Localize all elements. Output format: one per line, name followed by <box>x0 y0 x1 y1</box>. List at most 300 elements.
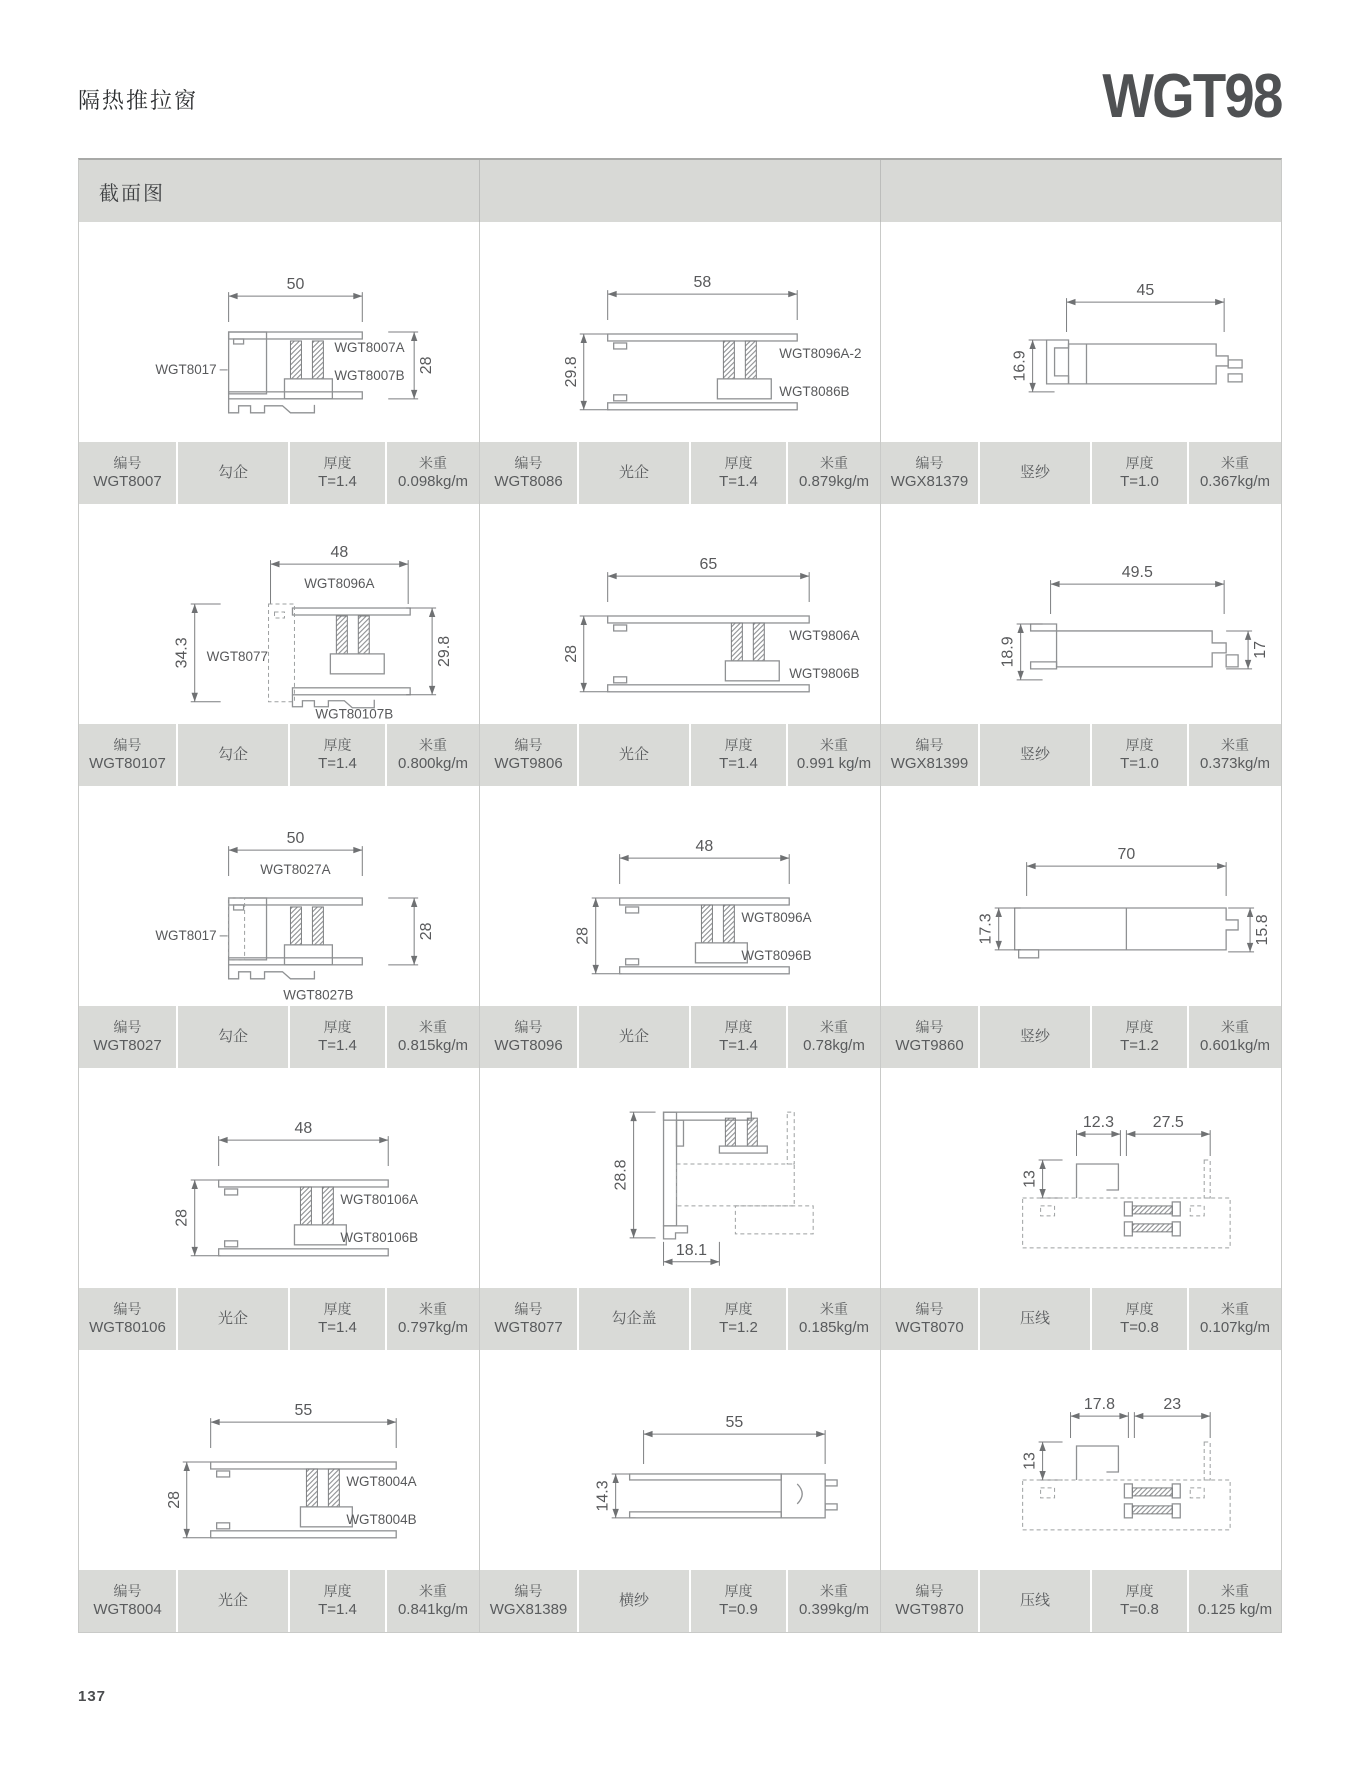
profile-shape <box>294 1225 346 1245</box>
spec-row <box>79 442 1281 504</box>
dim-arrow <box>192 693 198 702</box>
spec-group <box>881 442 1281 504</box>
spec-code-cell <box>480 1288 577 1350</box>
spec-code-cell <box>79 1570 176 1632</box>
spec-code-value: WGT8070 <box>895 1319 964 1337</box>
dim-text: 27.5 <box>1152 1114 1184 1132</box>
profile-svg <box>79 504 479 724</box>
section-table <box>78 158 1282 1633</box>
spec-weight-label: 米重 <box>1221 1019 1249 1036</box>
dimension-line <box>1134 1412 1210 1438</box>
profile-shape-dashed <box>229 898 245 960</box>
spec-type-cell <box>980 442 1090 504</box>
profile-shape <box>620 967 790 974</box>
dim-text: 45 <box>1136 282 1155 300</box>
spec-weight-cell <box>1189 1570 1281 1632</box>
dim-text: 34.3 <box>173 637 191 669</box>
drawing-row <box>79 222 1281 442</box>
profile-shape <box>620 898 790 905</box>
spec-weight-label: 米重 <box>419 1301 447 1318</box>
thermal-break-hatch <box>1132 1224 1172 1232</box>
dim-text: 14.3 <box>594 1480 612 1512</box>
spec-weight-cell <box>387 1288 479 1350</box>
spec-weight-value: 0.185kg/m <box>798 1319 870 1337</box>
spec-weight-label: 米重 <box>419 737 447 754</box>
profile-shape <box>225 1241 238 1247</box>
spec-thickness-value: T=0.8 <box>1120 1601 1159 1619</box>
spec-thickness-label: 厚度 <box>323 1583 352 1600</box>
profile-drawing-cell <box>480 1068 881 1288</box>
dim-text: 50 <box>286 276 305 294</box>
profile-svg <box>480 786 880 1006</box>
profile-shape <box>614 625 627 631</box>
thermal-break-hatch <box>747 1118 757 1146</box>
spec-code-cell <box>480 1006 577 1068</box>
profile-shape <box>1124 1504 1132 1518</box>
section-title: 截面图 <box>99 182 165 205</box>
spec-type-value: 压线 <box>1019 1310 1050 1328</box>
part-label: WGT8017 <box>155 927 217 943</box>
spec-code-value: WGT8007 <box>93 473 162 491</box>
profile-shape <box>1057 631 1227 667</box>
spec-thickness-label: 厚度 <box>724 1583 753 1600</box>
spec-type-value: 光企 <box>618 746 649 764</box>
profile-shape <box>229 332 267 394</box>
dim-arrow <box>1201 1413 1210 1419</box>
dim-arrow <box>612 1474 618 1483</box>
spec-weight-cell <box>387 724 479 786</box>
dim-arrow <box>1247 908 1253 917</box>
profile-shape <box>630 1512 782 1518</box>
dim-arrow <box>1017 624 1023 633</box>
spec-code-cell <box>480 442 577 504</box>
table-header-cell <box>79 160 480 222</box>
spec-thickness-value: T=1.4 <box>719 473 758 491</box>
drawing-row <box>79 786 1281 1006</box>
dimension-line <box>580 616 610 692</box>
spec-code-label: 编号 <box>113 455 142 472</box>
profile-shape <box>1047 340 1069 384</box>
dim-arrow <box>780 855 789 861</box>
dimension-line <box>644 1430 826 1464</box>
profile-svg <box>480 1068 880 1288</box>
spec-code-value: WGX81389 <box>489 1601 568 1619</box>
profile-shape <box>229 898 363 905</box>
dim-text: 70 <box>1117 846 1136 864</box>
spec-weight-value: 0.800kg/m <box>397 755 469 773</box>
spec-weight-label: 米重 <box>820 1301 848 1318</box>
spec-row <box>79 724 1281 786</box>
dim-arrow <box>192 604 198 613</box>
thermal-break-hatch <box>290 341 301 379</box>
spec-type-cell <box>579 724 689 786</box>
part-label: WGT8004A <box>346 1473 417 1489</box>
spec-type-cell <box>178 1288 288 1350</box>
profile-shape <box>825 1480 837 1486</box>
spec-group <box>881 1006 1281 1068</box>
dim-arrow <box>271 561 280 567</box>
spec-thickness-cell <box>1092 442 1187 504</box>
spec-weight-value: 0.841kg/m <box>397 1601 469 1619</box>
spec-thickness-label: 厚度 <box>724 455 753 472</box>
spec-code-label: 编号 <box>915 455 944 472</box>
spec-row <box>79 1006 1281 1068</box>
spec-group <box>480 442 881 504</box>
profile-shape <box>1124 1484 1132 1498</box>
profile-svg <box>79 786 479 1006</box>
dim-text: 28 <box>574 927 592 945</box>
spec-thickness-cell <box>290 1570 385 1632</box>
spec-weight-cell <box>788 724 880 786</box>
dim-arrow <box>1029 340 1035 349</box>
spec-type-cell <box>980 1570 1090 1632</box>
spec-weight-cell <box>1189 1006 1281 1068</box>
spec-weight-cell <box>788 1288 880 1350</box>
profile-shape <box>292 608 410 615</box>
spec-code-label: 编号 <box>915 737 944 754</box>
dimension-line <box>191 1180 221 1256</box>
spec-code-value: WGT80106 <box>89 1319 166 1337</box>
dim-arrow <box>1245 660 1251 669</box>
spec-thickness-label: 厚度 <box>323 1019 352 1036</box>
spec-type-cell <box>178 724 288 786</box>
spec-thickness-value: T=1.4 <box>719 755 758 773</box>
dimension-line <box>1067 298 1225 332</box>
thermal-break-hatch <box>745 341 756 379</box>
spec-weight-value: 0.815kg/m <box>397 1037 469 1055</box>
dim-arrow <box>1215 299 1224 305</box>
dim-text: 55 <box>725 1414 744 1432</box>
profile-shape-dashed <box>1190 1488 1204 1498</box>
profile-shape-dashed <box>735 1206 813 1234</box>
dim-arrow <box>996 908 1002 917</box>
profile-shape-dashed <box>787 1112 794 1164</box>
model-code: WGT98 <box>1102 62 1282 131</box>
profile-svg <box>79 1350 479 1570</box>
spec-code-cell <box>881 724 978 786</box>
spec-code-value: WGT80107 <box>89 755 166 773</box>
spec-type-value: 竖纱 <box>1019 464 1050 482</box>
spec-thickness-cell <box>691 1006 786 1068</box>
spec-thickness-cell <box>691 1288 786 1350</box>
dimension-line <box>580 334 610 410</box>
thermal-break-hatch <box>336 616 347 654</box>
profile-shape <box>219 1180 389 1187</box>
profile-shape <box>229 965 315 979</box>
spec-thickness-cell <box>1092 724 1187 786</box>
profile-shape <box>284 379 332 399</box>
profile-shape <box>608 685 809 692</box>
profile-svg <box>881 786 1281 1006</box>
part-label: WGT80106B <box>340 1229 419 1245</box>
dim-text: 48 <box>330 544 349 562</box>
dimension-line <box>406 608 436 695</box>
dimension-line <box>229 292 363 322</box>
part-label: WGT8027A <box>260 862 331 878</box>
dim-text: 28 <box>418 922 436 941</box>
spec-thickness-cell <box>1092 1288 1187 1350</box>
profile-shape <box>1124 1202 1132 1216</box>
spec-weight-cell <box>1189 1288 1281 1350</box>
spec-thickness-label: 厚度 <box>1125 1583 1154 1600</box>
dim-text: 48 <box>695 838 714 856</box>
profile-shape <box>1172 1222 1180 1236</box>
spec-weight-cell <box>788 1006 880 1068</box>
profile-shape <box>797 1484 802 1504</box>
profile-drawing-cell <box>79 1350 480 1570</box>
spec-thickness-cell <box>290 724 385 786</box>
spec-type-cell <box>579 1006 689 1068</box>
thermal-break-hatch <box>306 1469 317 1507</box>
profile-svg <box>881 222 1281 442</box>
spec-type-value: 竖纱 <box>1019 1028 1050 1046</box>
dim-arrow <box>1039 1160 1045 1169</box>
profile-svg <box>79 222 479 442</box>
thermal-break-hatch <box>290 907 301 945</box>
spec-code-label: 编号 <box>915 1583 944 1600</box>
spec-code-label: 编号 <box>915 1019 944 1036</box>
dimension-line <box>592 898 622 974</box>
dim-arrow <box>593 965 599 974</box>
spec-code-label: 编号 <box>113 737 142 754</box>
dim-text: 13 <box>1021 1452 1039 1470</box>
profile-shape <box>330 654 384 674</box>
profile-svg <box>79 1068 479 1288</box>
spec-code-value: WGX81379 <box>890 473 969 491</box>
dim-text: 16.9 <box>1011 350 1029 382</box>
spec-thickness-value: T=1.4 <box>318 1037 357 1055</box>
profile-shape <box>234 339 244 344</box>
spec-thickness-value: T=1.4 <box>318 755 357 773</box>
spec-thickness-label: 厚度 <box>724 737 753 754</box>
dimension-line <box>1027 862 1227 896</box>
profile-shape-dashed <box>1204 1442 1210 1480</box>
spec-weight-value: 0.399kg/m <box>798 1601 870 1619</box>
dim-arrow <box>379 1137 388 1143</box>
profile-drawing-cell <box>480 786 881 1006</box>
drawing-row <box>79 1350 1281 1570</box>
thermal-break-hatch <box>723 905 734 943</box>
spec-weight-cell <box>387 1006 479 1068</box>
dim-arrow <box>411 956 417 965</box>
profile-drawing-cell <box>79 504 480 724</box>
part-label: WGT8096A <box>304 576 375 592</box>
dim-text: 17.8 <box>1083 1396 1115 1414</box>
profile-shape <box>229 392 363 399</box>
dim-arrow <box>1039 1442 1045 1451</box>
profile-shape-dashed <box>1023 1198 1230 1248</box>
part-label: WGT8086B <box>779 383 850 399</box>
spec-type-value: 光企 <box>618 1028 649 1046</box>
profile-shape <box>1031 662 1057 669</box>
profile-shape <box>229 958 363 965</box>
spec-code-value: WGT9860 <box>895 1037 964 1055</box>
profile-shape <box>695 943 747 963</box>
spec-weight-label: 米重 <box>820 1019 848 1036</box>
dim-text: 28 <box>165 1491 183 1509</box>
document-title: 隔热推拉窗 <box>78 88 199 113</box>
profile-shape-dashed <box>269 604 295 702</box>
profile-shape-dashed <box>1023 1480 1230 1530</box>
dim-text: 23 <box>1163 1396 1182 1414</box>
part-label: WGT8077 <box>206 648 268 664</box>
part-label: WGT8007B <box>334 367 405 383</box>
spec-group <box>79 442 480 504</box>
spec-code-value: WGX81399 <box>890 755 969 773</box>
page-number: 137 <box>78 1688 107 1705</box>
profile-shape <box>608 403 798 410</box>
dim-text: 29.8 <box>562 356 580 388</box>
dim-arrow <box>581 334 587 343</box>
spec-type-cell <box>980 724 1090 786</box>
dim-arrow <box>800 573 809 579</box>
profile-drawing-cell <box>881 1350 1281 1570</box>
dim-arrow <box>1217 863 1226 869</box>
profile-drawing-cell <box>881 222 1281 442</box>
dim-text: 65 <box>699 556 718 574</box>
thermal-break-hatch <box>312 341 323 379</box>
profile-shape <box>1228 374 1242 382</box>
table-header-cell <box>480 160 881 222</box>
spec-thickness-label: 厚度 <box>724 1301 753 1318</box>
spec-code-cell <box>79 724 176 786</box>
profile-drawing-cell <box>480 222 881 442</box>
dim-arrow <box>429 608 435 617</box>
thermal-break-hatch <box>1132 1488 1172 1496</box>
spec-weight-value: 0.78kg/m <box>803 1037 865 1055</box>
spec-weight-cell <box>1189 724 1281 786</box>
dim-text: 55 <box>294 1402 313 1420</box>
spec-group <box>480 1288 881 1350</box>
spec-type-cell <box>579 1570 689 1632</box>
spec-weight-cell <box>1189 442 1281 504</box>
spec-thickness-label: 厚度 <box>1125 455 1154 472</box>
spec-thickness-value: T=1.2 <box>1120 1037 1159 1055</box>
spec-weight-cell <box>387 1570 479 1632</box>
profile-shape <box>229 399 315 413</box>
spec-code-cell <box>881 1570 978 1632</box>
spec-code-label: 编号 <box>514 1583 543 1600</box>
profile-shape <box>225 1189 238 1195</box>
dim-arrow <box>1119 1413 1128 1419</box>
dim-text: 58 <box>693 274 712 292</box>
spec-code-label: 编号 <box>113 1301 142 1318</box>
dim-arrow <box>996 941 1002 950</box>
dim-text: 17.3 <box>977 913 995 945</box>
dim-arrow <box>1051 581 1060 587</box>
thermal-break-hatch <box>300 1187 311 1225</box>
spec-weight-label: 米重 <box>820 455 848 472</box>
spec-weight-label: 米重 <box>1221 1301 1249 1318</box>
spec-thickness-value: T=1.4 <box>318 1601 357 1619</box>
spec-code-cell <box>79 1006 176 1068</box>
part-label: WGT8096A-2 <box>779 345 862 361</box>
profile-shape <box>229 898 267 960</box>
dimension-line <box>183 1462 213 1538</box>
dim-arrow <box>229 293 238 299</box>
profile-shape <box>234 905 244 910</box>
dim-arrow <box>411 898 417 907</box>
profile-shape <box>300 1507 352 1527</box>
table-body <box>79 222 1281 1632</box>
profile-shape <box>1069 344 1229 384</box>
spec-group <box>480 1006 881 1068</box>
spec-code-label: 编号 <box>915 1301 944 1318</box>
spec-thickness-label: 厚度 <box>1125 1301 1154 1318</box>
dim-arrow <box>816 1431 825 1437</box>
dim-arrow <box>644 1431 653 1437</box>
part-label: WGT8096A <box>741 909 812 925</box>
thermal-break-hatch <box>723 341 734 379</box>
profile-drawing-cell <box>79 222 480 442</box>
spec-weight-value: 0.125 kg/m <box>1197 1601 1273 1619</box>
spec-code-label: 编号 <box>113 1019 142 1036</box>
thermal-break-hatch <box>322 1187 333 1225</box>
spec-type-value: 光企 <box>217 1310 248 1328</box>
spec-thickness-label: 厚度 <box>724 1019 753 1036</box>
dimension-line <box>211 1418 397 1448</box>
dim-arrow <box>1067 299 1076 305</box>
dim-text: 49.5 <box>1121 564 1153 582</box>
dim-arrow <box>581 616 587 625</box>
profile-svg <box>881 1068 1281 1288</box>
spec-weight-label: 米重 <box>1221 455 1249 472</box>
profile-drawing-cell <box>79 1068 480 1288</box>
dim-text: 50 <box>286 830 305 848</box>
dimension-line <box>1126 1130 1210 1156</box>
dimension-line <box>608 572 809 602</box>
profile-shape <box>614 343 627 349</box>
dim-arrow <box>593 898 599 907</box>
dim-arrow <box>353 847 362 853</box>
spec-weight-cell <box>788 442 880 504</box>
dimension-line <box>608 290 798 320</box>
dim-arrow <box>664 1259 673 1265</box>
spec-thickness-label: 厚度 <box>323 455 352 472</box>
profile-shape-dashed <box>677 1164 795 1206</box>
spec-thickness-value: T=0.9 <box>719 1601 758 1619</box>
profile-shape <box>1077 1446 1119 1480</box>
spec-group <box>881 1570 1281 1632</box>
spec-type-cell <box>178 1570 288 1632</box>
spec-code-label: 编号 <box>113 1583 142 1600</box>
dim-arrow <box>411 390 417 399</box>
spec-thickness-cell <box>691 442 786 504</box>
spec-code-value: WGT8096 <box>494 1037 563 1055</box>
dim-arrow <box>1126 1131 1135 1137</box>
profile-drawing-cell <box>79 786 480 1006</box>
spec-weight-value: 0.879kg/m <box>798 473 870 491</box>
dimension-line <box>219 1136 389 1166</box>
part-label: WGT80107B <box>315 706 394 722</box>
dim-text: 18.9 <box>999 636 1017 668</box>
profile-shape <box>211 1531 397 1538</box>
profile-shape <box>614 395 627 401</box>
dim-text: 48 <box>294 1120 313 1138</box>
part-label: WGT8027B <box>283 987 354 1003</box>
dim-arrow <box>1017 671 1023 680</box>
dim-arrow <box>630 1112 636 1121</box>
dim-arrow <box>1027 863 1036 869</box>
spec-thickness-cell <box>290 442 385 504</box>
profile-svg <box>480 222 880 442</box>
drawing-row <box>79 504 1281 724</box>
table-header-cell <box>881 160 1281 222</box>
dim-arrow <box>411 332 417 341</box>
spec-thickness-value: T=1.0 <box>1120 473 1159 491</box>
spec-weight-value: 0.991 kg/m <box>796 755 872 773</box>
spec-weight-label: 米重 <box>820 737 848 754</box>
